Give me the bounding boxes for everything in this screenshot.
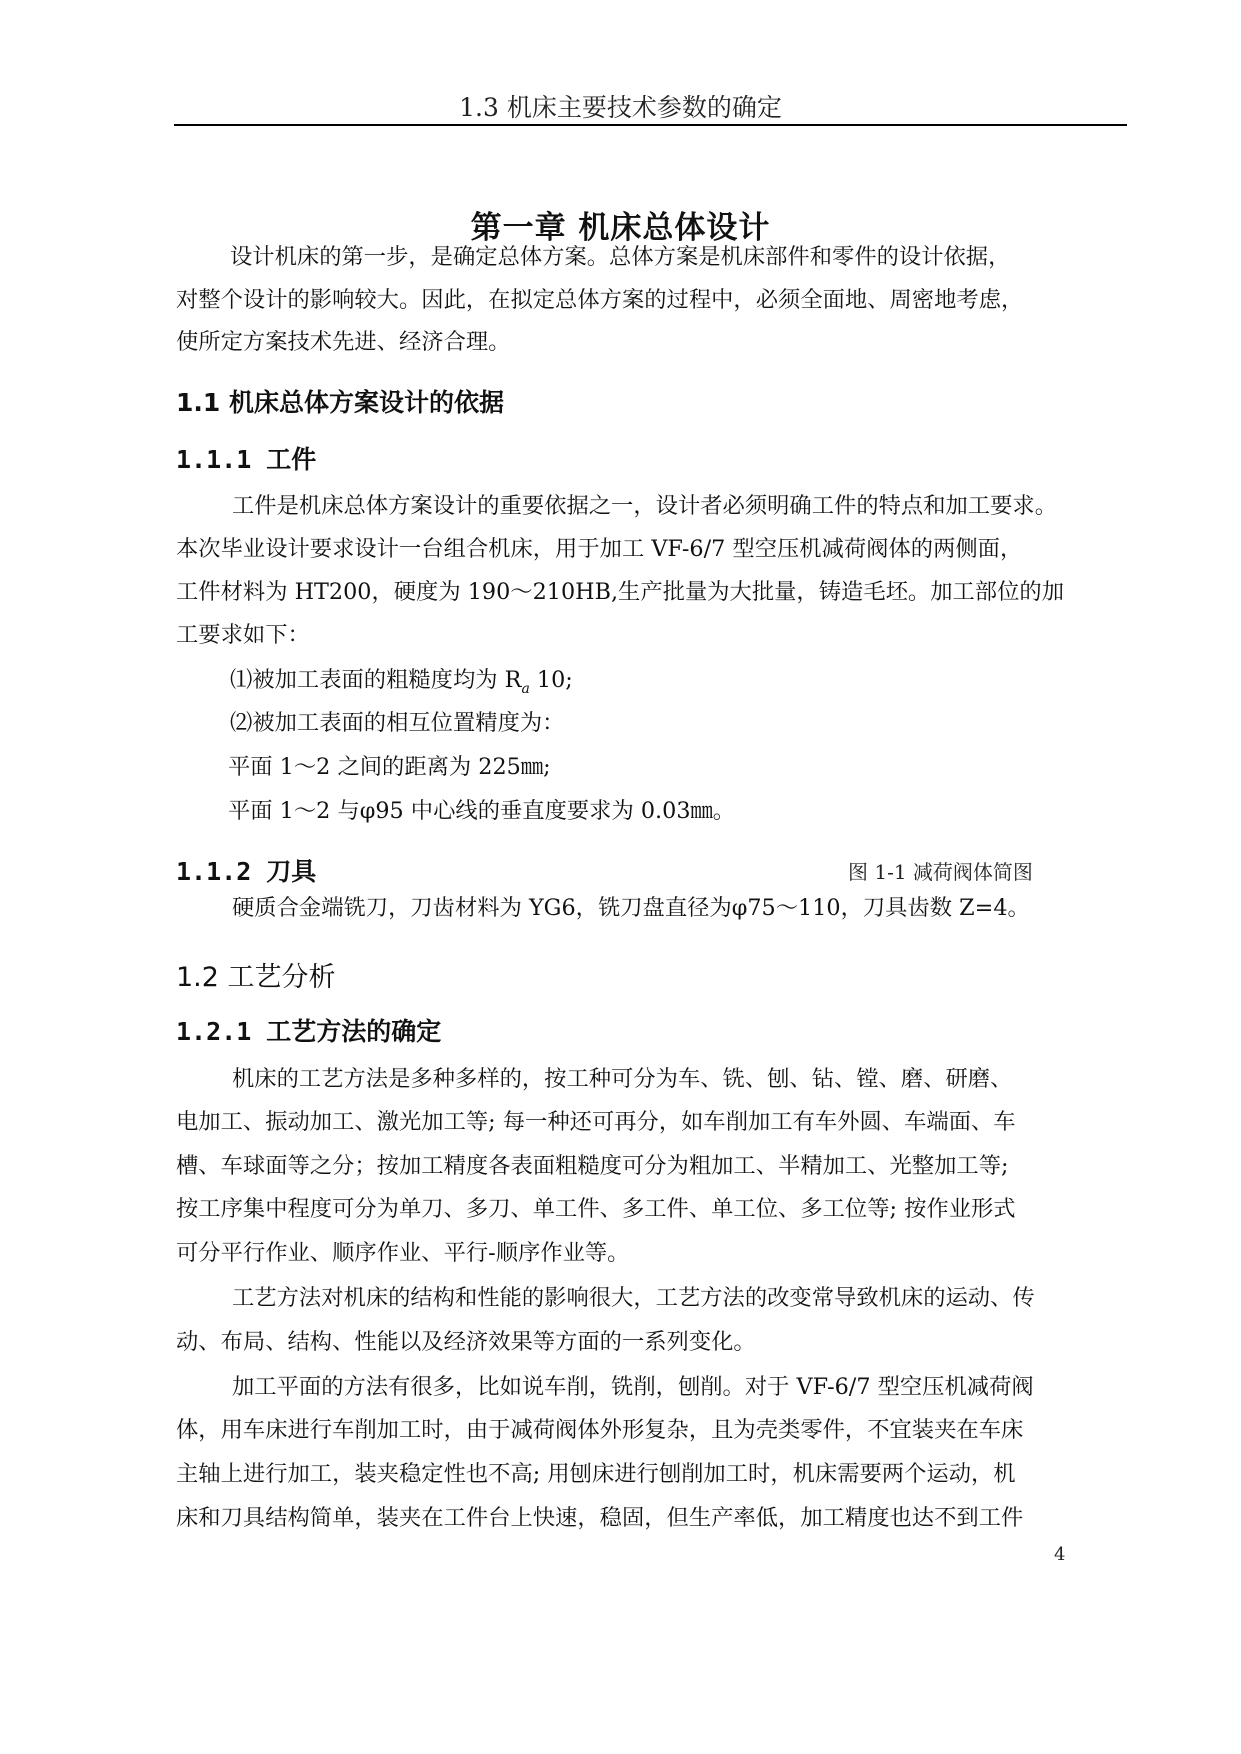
running-header: 1.3 机床主要技术参数的确定 (459, 93, 782, 122)
process-line: 按工序集中程度可分为单刀、多刀、单工件、多工件、单工位、多工位等; 按作业形式 (176, 1196, 1016, 1222)
section-heading-1-1: 1.1 机床总体方案设计的依据 (176, 388, 504, 417)
process-line: 槽、车球面等之分；按加工精度各表面粗糙度可分为粗加工、半精加工、光整加工等; (176, 1153, 1009, 1179)
figure-caption: 图 1-1 减荷阀体简图 (848, 860, 1033, 884)
influence-line: 工艺方法对机床的结构和性能的影响很大，工艺方法的改变常导致机床的运动、传 (232, 1285, 1035, 1311)
chapter-title: 第一章 机床总体设计 (470, 210, 771, 246)
plane-line: 主轴上进行加工，装夹稳定性也不高; 用刨床进行刨削加工时，机床需要两个运动，机 (176, 1461, 1016, 1487)
intro-line: 对整个设计的影响较大。因此，在拟定总体方案的过程中，必须全面地、周密地考虑， (176, 287, 1024, 313)
section-heading-1-2-1: 1.2.1 工艺方法的确定 (176, 1017, 442, 1046)
page-number: 4 (1054, 1544, 1066, 1565)
influence-line: 动、布局、结构、性能以及经济效果等方面的一系列变化。 (176, 1329, 756, 1355)
section-heading-1-1-2: 1.1.2 刀具 (176, 857, 317, 886)
plane-line: 体，用车床进行车削加工时，由于减荷阀体外形复杂，且为壳类零件，不宜装夹在车床 (176, 1417, 1024, 1443)
intro-line: 使所定方案技术先进、经济合理。 (176, 329, 511, 355)
process-line: 电加工、振动加工、激光加工等; 每一种还可再分，如车削加工有车外圆、车端面、车 (176, 1109, 1016, 1135)
requirement-roughness (230, 669, 573, 696)
plane-line: 加工平面的方法有很多，比如说车削，铣削，刨削。对于 VF-6/7 型空压机减荷阀 (232, 1374, 1034, 1400)
workpiece-line: 工要求如下： (176, 622, 310, 648)
process-line: 可分平行作业、顺序作业、平行-顺序作业等。 (176, 1240, 630, 1266)
workpiece-line: 本次毕业设计要求设计一台组合机床，用于加工 VF-6/7 型空压机减荷阀体的两侧面， (176, 536, 1023, 562)
intro-line: 设计机床的第一步，是确定总体方案。总体方案是机床部件和零件的设计依据， (230, 244, 1011, 270)
requirement-roughness-subscript: a (521, 681, 530, 697)
workpiece-line: 工件是机床总体方案设计的重要依据之一，设计者必须明确工件的特点和加工要求。 (232, 493, 1057, 519)
section-heading-1-2: 1.2 工艺分析 (176, 962, 336, 993)
workpiece-line: 工件材料为 HT200，硬度为 190～210HB,生产批量为大批量，铸造毛坯。加工部位的加 (176, 579, 1064, 605)
distance-line: 平面 1～2 之间的距离为 225㎜; (228, 754, 551, 780)
section-heading-1-1-1: 1.1.1 工件 (176, 445, 317, 474)
process-line: 机床的工艺方法是多种多样的，按工种可分为车、铣、刨、钻、镗、磨、研磨、 (232, 1066, 1013, 1092)
requirement-roughness-prefix: ⑴被加工表面的粗糙度均为 R (230, 667, 522, 693)
requirement-roughness-suffix: 10; (529, 667, 573, 693)
perpendicularity-line: 平面 1～2 与φ95 中心线的垂直度要求为 0.03㎜。 (228, 798, 736, 824)
plane-line: 床和刀具结构简单，装夹在工件台上快速，稳固，但生产率低，加工精度也达不到工件 (176, 1505, 1024, 1531)
requirement-position: ⑵被加工表面的相互位置精度为： (230, 710, 565, 736)
tool-line: 硬质合金端铣刀，刀齿材料为 YG6，铣刀盘直径为φ75～110，刀具齿数 Z=4。 (232, 895, 1030, 921)
header-divider (174, 124, 1127, 126)
